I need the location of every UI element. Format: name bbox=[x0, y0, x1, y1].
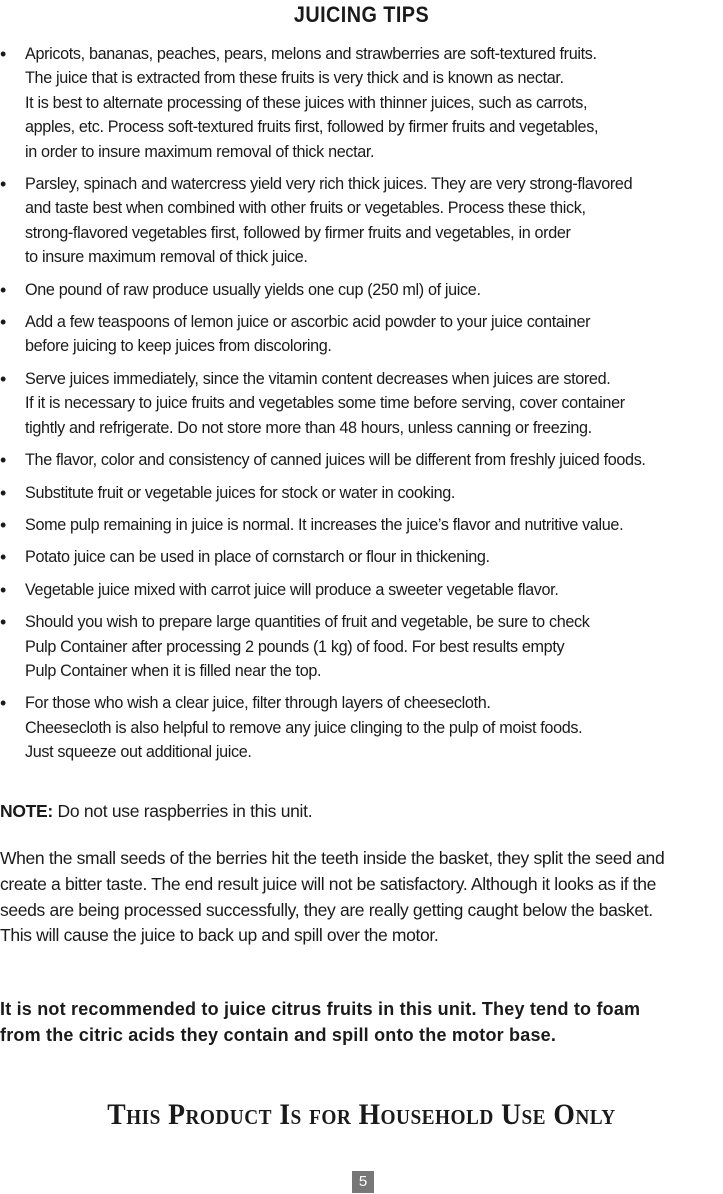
note-text: Do not use raspberries in this unit. bbox=[52, 801, 313, 821]
bullet-icon: • bbox=[0, 368, 6, 389]
household-use-footer: This Product Is for Household Use Only bbox=[107, 1098, 616, 1131]
paragraph-line: seeds are being processed successfully, they are really getting caught below the basket. bbox=[0, 899, 653, 920]
tip-line: Just squeeze out additional juice. bbox=[25, 743, 252, 762]
page-title: JUICING TIPS bbox=[293, 2, 430, 27]
paragraph-line: create a bitter taste. The end result juice will not be satisfactory. Although it looks as if the bbox=[0, 873, 657, 894]
paragraph-line: When the small seeds of the berries hit the teeth inside the basket, they split the seed and bbox=[0, 848, 665, 868]
citrus-line: from the citric acids they contain and spill onto the motor base. bbox=[0, 1025, 557, 1045]
tip-line: and taste best when combined with other fruits or vegetables. Process these thick, bbox=[25, 199, 586, 218]
tip-item bbox=[0, 610, 723, 683]
bullet-icon: • bbox=[0, 279, 6, 300]
tip-line: in order to insure maximum removal of thick nectar. bbox=[25, 142, 375, 161]
raspberry-explanation bbox=[0, 846, 723, 949]
tip-item bbox=[0, 691, 723, 764]
bullet-icon: • bbox=[0, 482, 6, 503]
tip-line: tightly and refrigerate. Do not store more than 48 hours, unless canning or freezing. bbox=[25, 418, 592, 437]
note-label: NOTE: bbox=[0, 801, 53, 821]
juicing-tips-list bbox=[0, 42, 723, 773]
tip-item bbox=[0, 578, 723, 602]
bullet-icon: • bbox=[0, 514, 6, 535]
tip-line: apples, etc. Process soft-textured fruits first, followed by firmer fruits and vegetables, bbox=[25, 118, 599, 137]
bullet-icon: • bbox=[0, 174, 6, 195]
tip-line: Pulp Container after processing 2 pounds (1 kg) of food. For best results empty bbox=[25, 637, 565, 656]
tip-line: Substitute fruit or vegetable juices for stock or water in cooking. bbox=[25, 483, 456, 502]
tip-line: One pound of raw produce usually yields one cup (250 ml) of juice. bbox=[25, 280, 481, 299]
tip-line: If it is necessary to juice fruits and vegetables some time before serving, cover container bbox=[25, 394, 625, 413]
tip-line: The flavor, color and consistency of canned juices will be different from freshly juiced foods. bbox=[25, 451, 646, 470]
tip-line: Parsley, spinach and watercress yield very rich thick juices. They are very strong-flavored bbox=[25, 175, 633, 194]
tip-line: Should you wish to prepare large quantities of fruit and vegetable, be sure to check bbox=[25, 613, 590, 632]
tip-item bbox=[0, 481, 723, 505]
citrus-warning bbox=[0, 996, 723, 1048]
tip-item bbox=[0, 278, 723, 302]
note bbox=[0, 799, 723, 823]
tip-line: strong-flavored vegetables first, followed by firmer fruits and vegetables, in order bbox=[25, 223, 571, 242]
tip-line: For those who wish a clear juice, filter through layers of cheesecloth. bbox=[25, 694, 491, 713]
bullet-icon: • bbox=[0, 612, 6, 633]
page-number: 5 bbox=[352, 1171, 374, 1193]
tip-line: Serve juices immediately, since the vitamin content decreases when juices are stored. bbox=[25, 369, 611, 388]
tip-item bbox=[0, 172, 723, 270]
tip-line: The juice that is extracted from these fruits is very thick and is known as nectar. bbox=[25, 69, 564, 88]
tip-item bbox=[0, 310, 723, 359]
bullet-icon: • bbox=[0, 547, 6, 568]
tip-item bbox=[0, 545, 723, 569]
bullet-icon: • bbox=[0, 312, 6, 333]
tip-item bbox=[0, 513, 723, 537]
bullet-icon: • bbox=[0, 579, 6, 600]
tip-line: Pulp Container when it is filled near the top. bbox=[25, 661, 322, 680]
tip-line: Vegetable juice mixed with carrot juice will produce a sweeter vegetable flavor. bbox=[25, 580, 559, 599]
tip-item bbox=[0, 367, 723, 440]
tip-line: Apricots, bananas, peaches, pears, melons and strawberries are soft-textured fruits. bbox=[25, 45, 597, 63]
tip-item bbox=[0, 448, 723, 472]
bullet-icon: • bbox=[0, 693, 6, 714]
tip-line: Add a few teaspoons of lemon juice or ascorbic acid powder to your juice container bbox=[25, 313, 591, 332]
tip-line: Cheesecloth is also helpful to remove any juice clinging to the pulp of moist foods. bbox=[25, 718, 583, 737]
tip-line: to insure maximum removal of thick juice. bbox=[25, 248, 308, 267]
bullet-icon: • bbox=[0, 44, 6, 64]
bullet-icon: • bbox=[0, 450, 6, 471]
paragraph-line: This will cause the juice to back up and spill over the motor. bbox=[0, 925, 439, 946]
tip-line: It is best to alternate processing of these juices with thinner juices, such as carrots, bbox=[25, 93, 588, 112]
tip-item bbox=[0, 42, 723, 164]
tip-line: Some pulp remaining in juice is normal. It increases the juice’s flavor and nutritive value. bbox=[25, 515, 624, 534]
citrus-line: It is not recommended to juice citrus fruits in this unit. They tend to foam bbox=[0, 999, 641, 1019]
tip-line: Potato juice can be used in place of cornstarch or flour in thickening. bbox=[25, 548, 490, 567]
tip-line: before juicing to keep juices from discoloring. bbox=[25, 337, 332, 356]
